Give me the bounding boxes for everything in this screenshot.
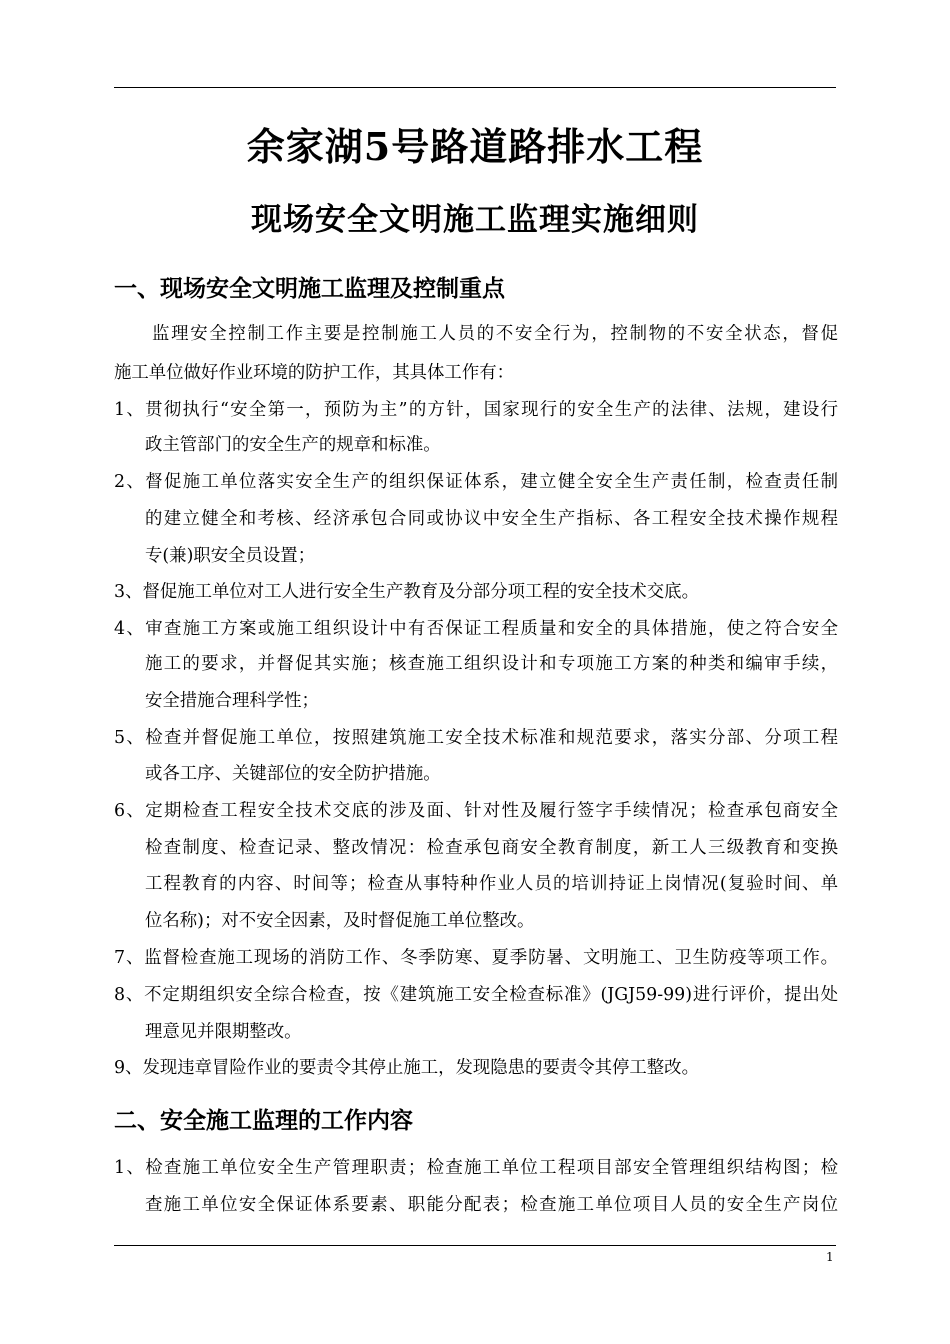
- paragraph-line: 监理安全控制工作主要是控制施工人员的不安全行为，控制物的不安全状态，督促: [152, 324, 838, 344]
- list-item: 8、不定期组织安全综合检查，按《建筑施工安全检查标准》(JGJ59-99)进行评价，提出处: [114, 985, 838, 1005]
- list-item-cont: 的建立健全和考核、经济承包合同或协议中安全生产指标、各工程安全技术操作规程: [145, 509, 838, 529]
- list-item: 7、监督检查施工现场的消防工作、冬季防寒、夏季防暑、文明施工、卫生防疫等项工作。: [114, 948, 838, 968]
- list-item-cont: 或各工序、关键部位的安全防护措施。: [145, 764, 441, 784]
- section2-heading: 二、安全施工监理的工作内容: [114, 1107, 413, 1134]
- header-rule: [114, 87, 836, 88]
- list-item: 6、定期检查工程安全技术交底的涉及面、针对性及履行签字手续情况；检查承包商安全: [114, 801, 838, 821]
- document-title: 余家湖5号路道路排水工程: [246, 124, 704, 169]
- list-item-cont: 政主管部门的安全生产的规章和标准。: [145, 435, 441, 455]
- list-item-cont: 位名称)；对不安全因素，及时督促施工单位整改。: [145, 911, 535, 931]
- page-number: 1: [826, 1250, 834, 1264]
- list-item-cont: 查施工单位安全保证体系要素、职能分配表；检查施工单位项目人员的安全生产岗位: [145, 1195, 838, 1215]
- list-item-cont: 安全措施合理科学性；: [145, 691, 319, 711]
- list-item: 1、贯彻执行“安全第一，预防为主”的方针，国家现行的安全生产的法律、法规，建设行: [114, 400, 838, 420]
- footer-rule: [114, 1245, 836, 1246]
- list-item: 1、检查施工单位安全生产管理职责；检查施工单位工程项目部安全管理组织结构图；检: [114, 1158, 838, 1178]
- list-item: 5、检查并督促施工单位，按照建筑施工安全技术标准和规范要求，落实分部、分项工程: [114, 728, 838, 748]
- list-item-cont: 理意见并限期整改。: [145, 1022, 302, 1042]
- section1-heading: 一、现场安全文明施工监理及控制重点: [114, 275, 505, 302]
- list-item: 2、督促施工单位落实安全生产的组织保证体系，建立健全安全生产责任制，检查责任制: [114, 472, 838, 492]
- list-item-cont: 施工的要求，并督促其实施；核查施工组织设计和专项施工方案的种类和编审手续，: [145, 654, 838, 674]
- list-item: 9、发现违章冒险作业的要责令其停止施工，发现隐患的要责令其停工整改。: [114, 1058, 699, 1078]
- list-item: 3、督促施工单位对工人进行安全生产教育及分部分项工程的安全技术交底。: [114, 582, 699, 602]
- list-item-cont: 专(兼)职安全员设置；: [145, 546, 316, 566]
- list-item: 4、审查施工方案或施工组织设计中有否保证工程质量和安全的具体措施，使之符合安全: [114, 619, 838, 639]
- list-item-cont: 检查制度、检查记录、整改情况：检查承包商安全教育制度，新工人三级教育和变换: [145, 838, 838, 858]
- paragraph-line: 施工单位做好作业环境的防护工作，其具体工作有：: [114, 363, 514, 383]
- list-item-cont: 工程教育的内容、时间等；检查从事特种作业人员的培训持证上岗情况(复验时间、单: [145, 874, 838, 894]
- document-subtitle: 现场安全文明施工监理实施细则: [251, 202, 699, 238]
